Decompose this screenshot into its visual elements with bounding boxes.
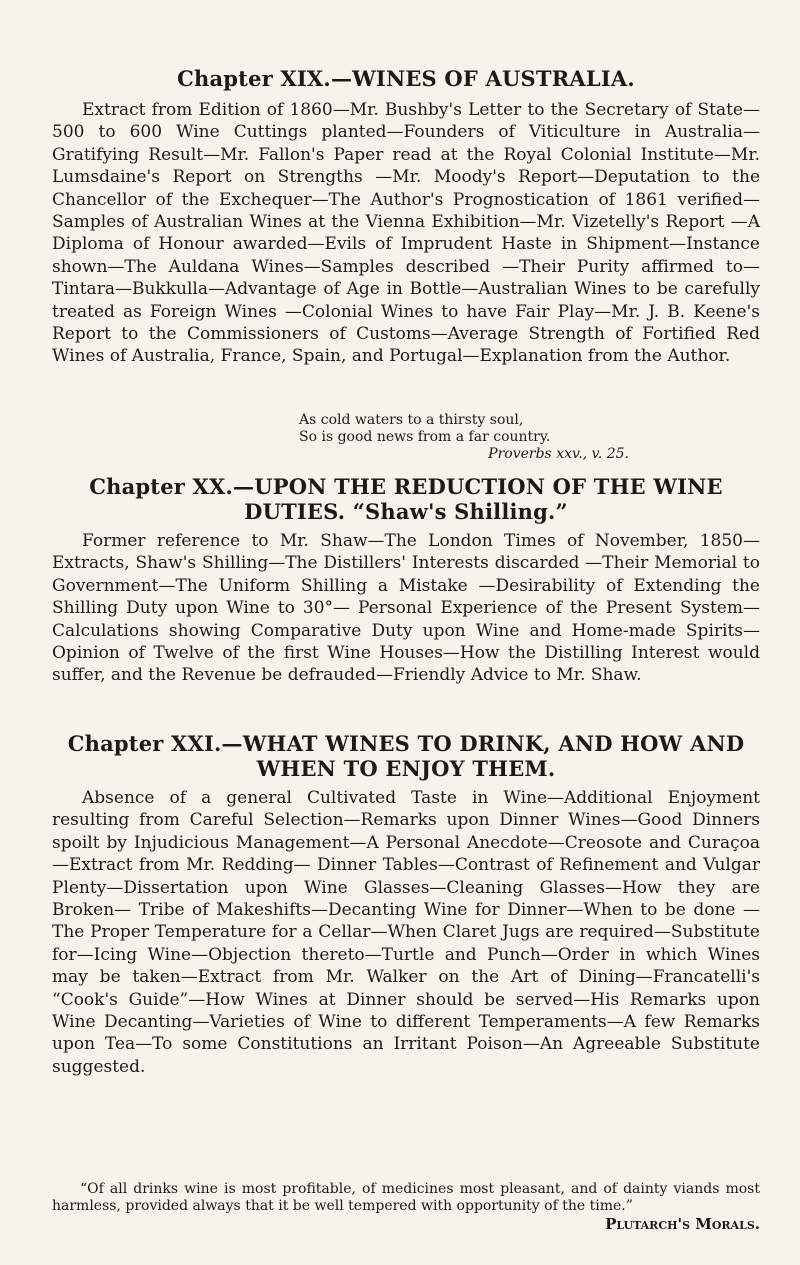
chapter-20-heading: Chapter XX.—UPON THE REDUCTION OF THE WINE DUTIES. “Shaw's Shilling.”	[89, 474, 723, 524]
chapter-19-summary: Extract from Edition of 1860—Mr. Bushby's Letter to the Secretary of State—500 to 600 Wine Cuttings planted—Founders of Viticulture in Australia—Gratifying Result—Mr. Fallon's Paper read at the Royal Colonial Institute—Mr. Lumsdaine's Report on Strengths —Mr. Moody's Report—Deputation to the Chancellor of the Exchequer—The Author's Prognostication of 1861 verified—Samples of Australian Wines at the Vienna Exhibition—Mr. Vizetelly's Report —A Diploma of Honour awarded—Evils of Imprudent Haste in Shipment—Instance shown—The Auldana Wines—Samples described —Their Purity affirmed to—Tintara—Bukkulla—Advantage of Age in Bottle—Australian Wines to be carefully treated as Foreign Wines —Colonial Wines to have Fair Play—Mr. J. B. Keene's Report to the Commissioners of Customs—Average Strength of Fortified Red Wines of Australia, France, Spain, and Portugal—Explanation from the Author.	[52, 100, 760, 367]
chapter-19-heading: Chapter XIX.—WINES OF AUSTRALIA.	[177, 66, 635, 91]
chapter-20-summary-block	[52, 530, 760, 687]
chapter-21-epigraph	[52, 1181, 760, 1233]
chapter-20-summary: Former reference to Mr. Shaw—The London Times of November, 1850—Extracts, Shaw's Shilling—The Distillers' Interests discarded —Their Memorial to Government—The Uniform Shilling a Mistake —Desirability of Extending the Shilling Duty upon Wine to 30°— Personal Experience of the Present System—Calculations showing Comparative Duty upon Wine and Home-made Spirits—Opinion of Twelve of the first Wine Houses—How the Distilling Interest would suffer, and the Revenue be defrauded—Friendly Advice to Mr. Shaw.	[52, 531, 760, 686]
chapter-21-summary: Absence of a general Cultivated Taste in Wine—Additional Enjoyment resulting from Careful Selection—Remarks upon Dinner Wines—Good Dinners spoilt by Injudicious Management—A Personal Anecdote—Creosote and Curaçoa—Extract from Mr. Redding— Dinner Tables—Contrast of Refinement and Vulgar Plenty—Dissertation upon Wine Glasses—Cleaning Glasses—How they are Broken— Tribe of Makeshifts—Decanting Wine for Dinner—When to be done —The Proper Temperature for a Cellar—When Claret Jugs are required—Substitute for—Icing Wine—Objection thereto—Turtle and Punch—Order in which Wines may be taken—Extract from Mr. Walker on the Art of Dining—Francatelli's “Cook's Guide”—How Wines at Dinner should be served—His Remarks upon Wine Decanting—Varieties of Wine to different Temperaments—A few Remarks upon Tea—To some Constitutions an Irritant Poison—An Agreeable Substitute suggested.	[52, 788, 760, 1077]
epigraph-line-1: As cold waters to a thirsty soul,	[299, 412, 524, 428]
chapter-21-summary-block	[52, 787, 760, 1078]
chapter-19-summary-block	[52, 99, 760, 368]
chapter-19-epigraph	[299, 412, 629, 463]
epigraph-attribution: Plutarch's Morals.	[605, 1215, 760, 1233]
epigraph-source: Proverbs xxv., v. 25.	[488, 446, 629, 462]
chapter-21	[52, 731, 760, 781]
chapter-19	[52, 66, 760, 91]
epigraph-line-2: So is good news from a far country.	[299, 429, 551, 445]
chapter-21-heading: Chapter XXI.—WHAT WINES TO DRINK, AND HOW AND WHEN TO ENJOY THEM.	[67, 731, 745, 781]
chapter-20	[52, 474, 760, 524]
epigraph-quote: “Of all drinks wine is most profitable, of medicines most pleasant, and of dainty viands most harmless, provided always that it be well tempered with opportunity of the time.”	[52, 1181, 760, 1214]
